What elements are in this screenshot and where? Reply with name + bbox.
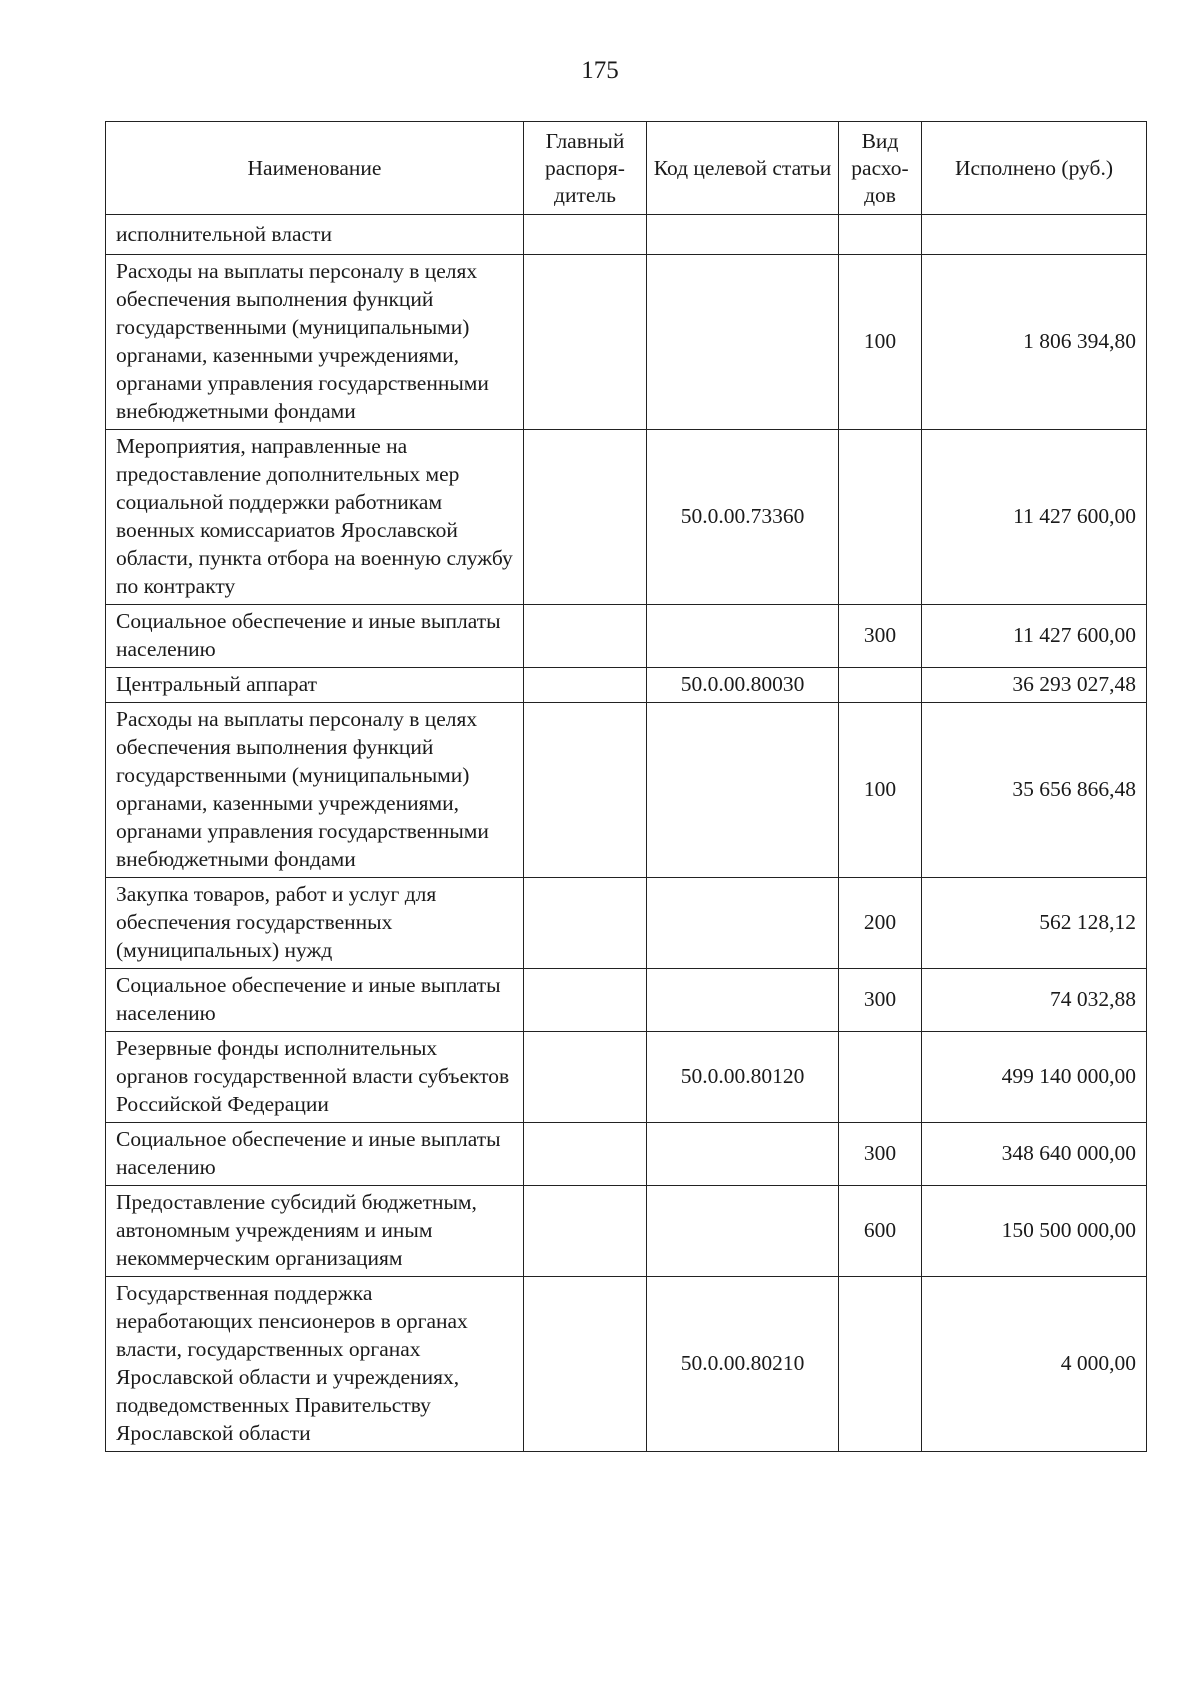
row-amount: 562 128,12 [922,878,1147,969]
row-name: Расходы на выплаты персоналу в целях обеспечения выполнения функций государственными (муниципальными) органами, казенными учреждениями, органами управления государственными внебюджетными фондами [106,255,524,430]
row-kind [839,1277,922,1452]
row-amount: 11 427 600,00 [922,605,1147,668]
row-code [647,605,839,668]
header-amount: Исполнено (руб.) [922,122,1147,215]
row-code: 50.0.00.80030 [647,668,839,703]
row-name: Расходы на выплаты персоналу в целях обеспечения выполнения функций государственными (муниципальными) органами, казенными учреждениями, органами управления государственными внебюджетными фондами [106,703,524,878]
row-name: Мероприятия, направленные на предоставление дополнительных мер социальной поддержки работникам военных комиссариатов Ярославской области, пункта отбора на военную службу по контракту [106,430,524,605]
table-row [106,430,1147,605]
row-name: Социальное обеспечение и иные выплаты населению [106,969,524,1032]
row-kind [839,1032,922,1123]
row-amount: 11 427 600,00 [922,430,1147,605]
row-code [647,1186,839,1277]
row-code: 50.0.00.80120 [647,1032,839,1123]
table-row [106,1032,1147,1123]
row-code [647,703,839,878]
row-amount: 74 032,88 [922,969,1147,1032]
page-number: 175 [581,57,619,84]
row-kind [839,668,922,703]
row-amount: 36 293 027,48 [922,668,1147,703]
header-kind: Вид расхо-дов [839,122,922,215]
row-amount [922,215,1147,255]
row-kind: 300 [839,1123,922,1186]
row-name: Центральный аппарат [106,668,524,703]
row-admin [524,969,647,1032]
row-code: 50.0.00.73360 [647,430,839,605]
row-name: исполнительной власти [106,215,524,255]
table-row [106,215,1147,255]
row-admin [524,255,647,430]
row-kind: 300 [839,969,922,1032]
row-kind: 300 [839,605,922,668]
budget-table [105,121,1147,1452]
table-row [106,1277,1147,1452]
row-admin [524,430,647,605]
row-code [647,878,839,969]
row-code [647,969,839,1032]
table-row [106,1186,1147,1277]
row-admin [524,1186,647,1277]
row-name: Социальное обеспечение и иные выплаты населению [106,1123,524,1186]
table-row [106,668,1147,703]
row-name: Предоставление субсидий бюджетным, автономным учреждениям и иным некоммерческим организациям [106,1186,524,1277]
row-name: Государственная поддержка неработающих пенсионеров в органах власти, государственных органах Ярославской области и учреждениях, подведомственных Правительству Ярославской области [106,1277,524,1452]
row-kind: 100 [839,703,922,878]
row-amount: 1 806 394,80 [922,255,1147,430]
row-amount: 4 000,00 [922,1277,1147,1452]
row-admin [524,878,647,969]
row-kind: 100 [839,255,922,430]
table-header-row [106,122,1147,215]
row-name: Закупка товаров, работ и услуг для обеспечения государственных (муниципальных) нужд [106,878,524,969]
row-amount: 150 500 000,00 [922,1186,1147,1277]
table-row [106,878,1147,969]
row-name: Социальное обеспечение и иные выплаты населению [106,605,524,668]
row-admin [524,1123,647,1186]
row-code: 50.0.00.80210 [647,1277,839,1452]
row-code [647,215,839,255]
row-amount: 35 656 866,48 [922,703,1147,878]
header-name: Наименование [106,122,524,215]
row-admin [524,1032,647,1123]
row-kind [839,430,922,605]
table-row [106,969,1147,1032]
row-kind: 600 [839,1186,922,1277]
header-admin: Главный распоря-дитель [524,122,647,215]
row-admin [524,605,647,668]
table-row [106,255,1147,430]
table-row [106,703,1147,878]
row-code [647,1123,839,1186]
row-admin [524,215,647,255]
row-admin [524,703,647,878]
table-row [106,1123,1147,1186]
row-admin [524,1277,647,1452]
table-row [106,605,1147,668]
row-name: Резервные фонды исполнительных органов государственной власти субъектов Российской Федерации [106,1032,524,1123]
row-admin [524,668,647,703]
row-amount: 499 140 000,00 [922,1032,1147,1123]
row-amount: 348 640 000,00 [922,1123,1147,1186]
row-code [647,255,839,430]
row-kind [839,215,922,255]
header-code: Код целевой статьи [647,122,839,215]
row-kind: 200 [839,878,922,969]
